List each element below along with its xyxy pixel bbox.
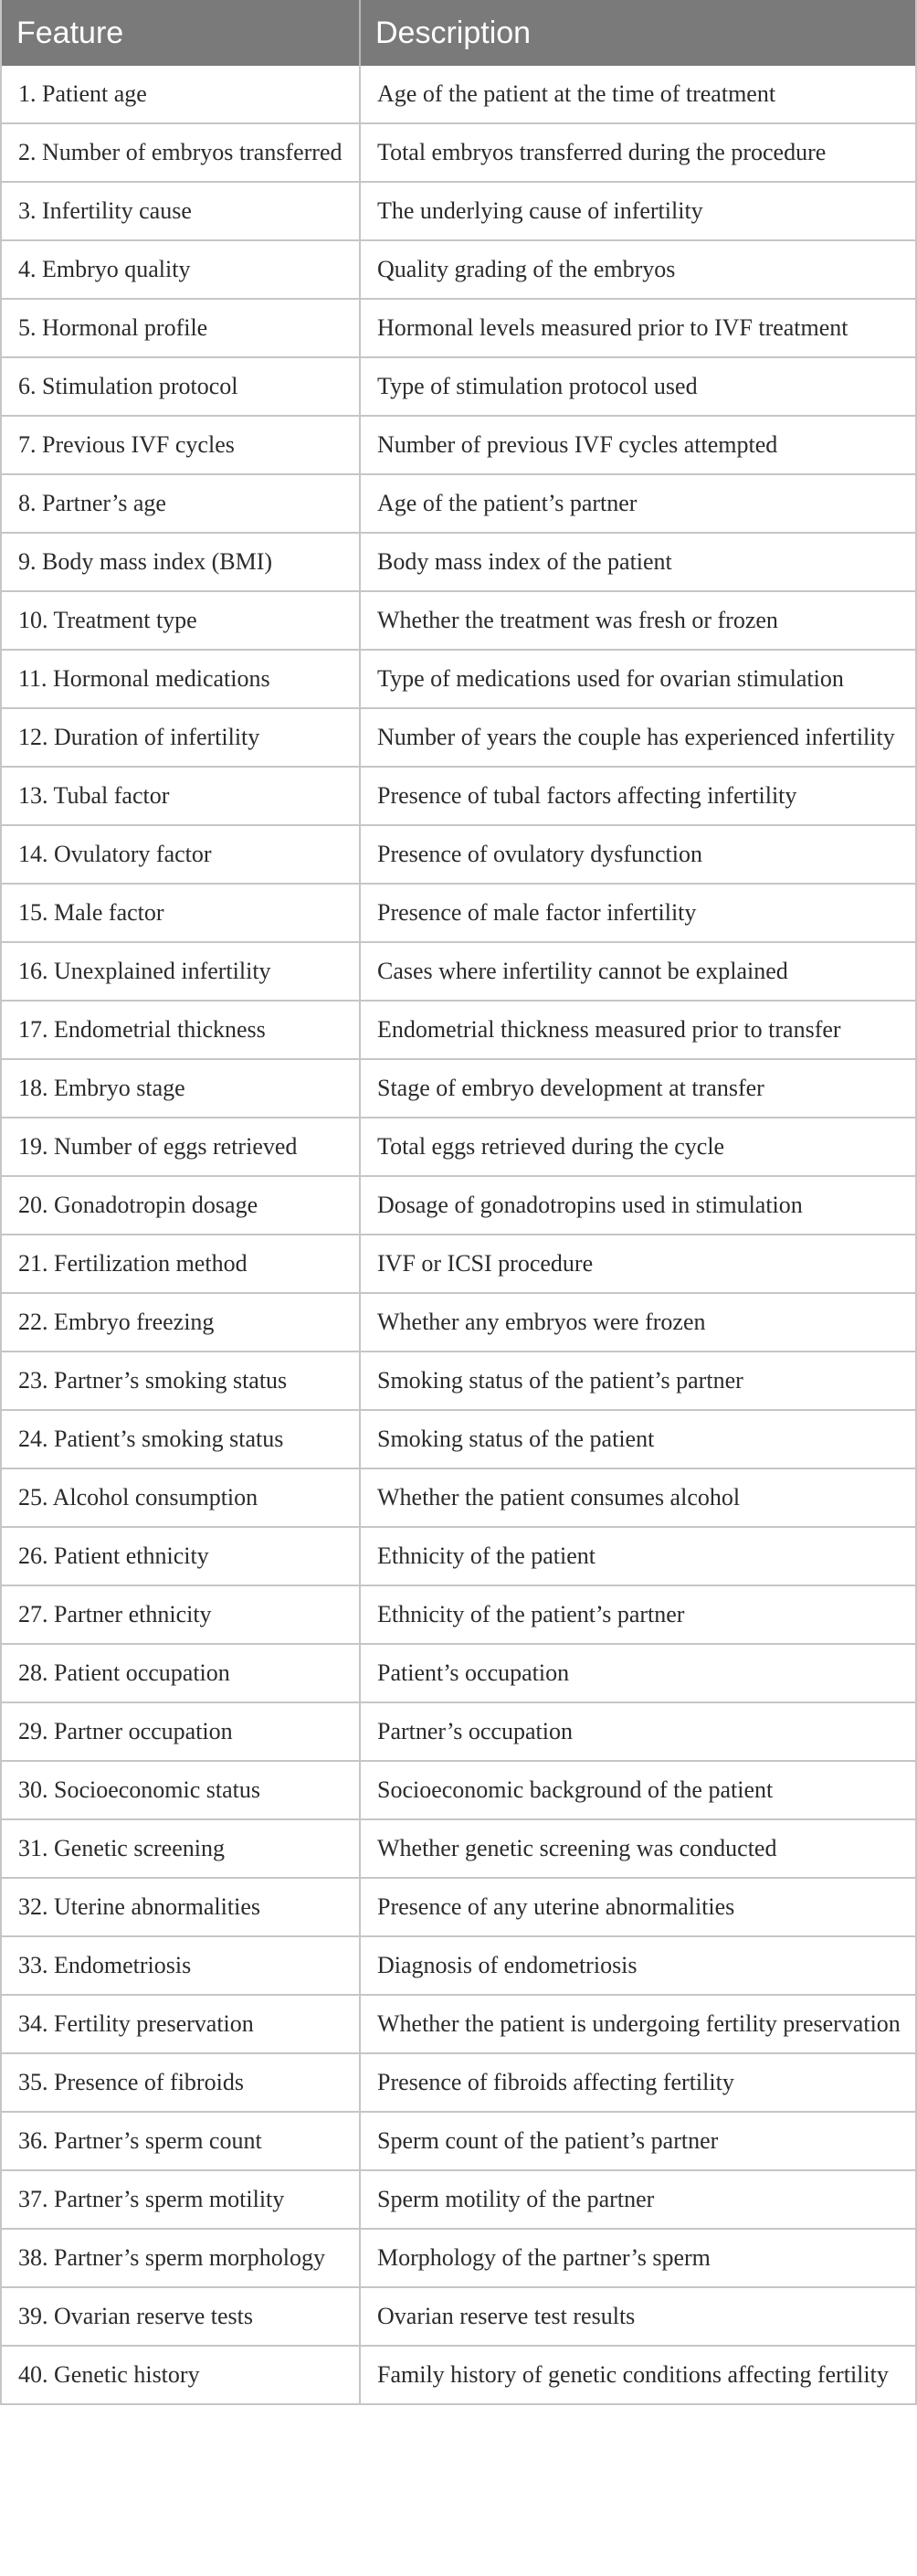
feature-cell: 27. Partner ethnicity xyxy=(2,1585,360,1644)
description-cell: Number of previous IVF cycles attempted xyxy=(360,416,915,474)
table-header xyxy=(2,0,915,66)
feature-cell: 16. Unexplained infertility xyxy=(2,942,360,1001)
table-row xyxy=(2,1936,915,1995)
feature-cell: 19. Number of eggs retrieved xyxy=(2,1118,360,1176)
table-row xyxy=(2,1819,915,1878)
description-cell: Quality grading of the embryos xyxy=(360,240,915,299)
description-cell: Partner’s occupation xyxy=(360,1702,915,1761)
description-cell: Presence of fibroids affecting fertility xyxy=(360,2053,915,2112)
table-row xyxy=(2,240,915,299)
feature-cell: 34. Fertility preservation xyxy=(2,1995,360,2053)
table-row xyxy=(2,1468,915,1527)
table-row xyxy=(2,1001,915,1059)
feature-cell: 12. Duration of infertility xyxy=(2,708,360,767)
feature-cell: 10. Treatment type xyxy=(2,591,360,650)
table-row xyxy=(2,66,915,123)
description-cell: Sperm motility of the partner xyxy=(360,2170,915,2229)
description-cell: Ethnicity of the patient xyxy=(360,1527,915,1585)
header-row xyxy=(2,0,915,66)
description-cell: Whether the patient consumes alcohol xyxy=(360,1468,915,1527)
description-cell: Ethnicity of the patient’s partner xyxy=(360,1585,915,1644)
table-row xyxy=(2,416,915,474)
feature-cell: 13. Tubal factor xyxy=(2,767,360,825)
feature-cell: 32. Uterine abnormalities xyxy=(2,1878,360,1936)
description-cell: Age of the patient’s partner xyxy=(360,474,915,533)
table-row xyxy=(2,1644,915,1702)
feature-cell: 8. Partner’s age xyxy=(2,474,360,533)
table-row xyxy=(2,942,915,1001)
feature-cell: 39. Ovarian reserve tests xyxy=(2,2287,360,2346)
description-cell: Family history of genetic conditions affecting fertility xyxy=(360,2346,915,2403)
table-row xyxy=(2,708,915,767)
description-cell: Type of medications used for ovarian stimulation xyxy=(360,650,915,708)
description-cell: Cases where infertility cannot be explained xyxy=(360,942,915,1001)
feature-cell: 18. Embryo stage xyxy=(2,1059,360,1118)
table-row xyxy=(2,1878,915,1936)
feature-table xyxy=(2,0,915,2403)
feature-cell: 38. Partner’s sperm morphology xyxy=(2,2229,360,2287)
table-row xyxy=(2,2112,915,2170)
table-row xyxy=(2,825,915,884)
description-cell: Type of stimulation protocol used xyxy=(360,357,915,416)
description-cell: Endometrial thickness measured prior to transfer xyxy=(360,1001,915,1059)
feature-cell: 6. Stimulation protocol xyxy=(2,357,360,416)
table-row xyxy=(2,591,915,650)
description-cell: Sperm count of the patient’s partner xyxy=(360,2112,915,2170)
table-row xyxy=(2,1352,915,1410)
table-row xyxy=(2,1176,915,1235)
feature-cell: 29. Partner occupation xyxy=(2,1702,360,1761)
description-cell: Dosage of gonadotropins used in stimulation xyxy=(360,1176,915,1235)
table-row xyxy=(2,2053,915,2112)
table-row xyxy=(2,1293,915,1352)
feature-cell: 24. Patient’s smoking status xyxy=(2,1410,360,1468)
description-cell: Morphology of the partner’s sperm xyxy=(360,2229,915,2287)
description-cell: Whether genetic screening was conducted xyxy=(360,1819,915,1878)
table-body xyxy=(2,66,915,2403)
feature-cell: 1. Patient age xyxy=(2,66,360,123)
table-row xyxy=(2,299,915,357)
table-row xyxy=(2,123,915,182)
feature-cell: 37. Partner’s sperm motility xyxy=(2,2170,360,2229)
table-row xyxy=(2,1585,915,1644)
description-cell: Presence of tubal factors affecting infertility xyxy=(360,767,915,825)
table-row xyxy=(2,1995,915,2053)
feature-cell: 28. Patient occupation xyxy=(2,1644,360,1702)
header-feature: Feature xyxy=(2,0,360,66)
feature-cell: 15. Male factor xyxy=(2,884,360,942)
table-row xyxy=(2,182,915,240)
feature-cell: 22. Embryo freezing xyxy=(2,1293,360,1352)
description-cell: Smoking status of the patient xyxy=(360,1410,915,1468)
description-cell: Total eggs retrieved during the cycle xyxy=(360,1118,915,1176)
description-cell: Age of the patient at the time of treatment xyxy=(377,80,776,107)
description-cell: Stage of embryo development at transfer xyxy=(360,1059,915,1118)
feature-cell: 31. Genetic screening xyxy=(2,1819,360,1878)
feature-cell: 35. Presence of fibroids xyxy=(2,2053,360,2112)
table-row xyxy=(2,2170,915,2229)
feature-cell: 26. Patient ethnicity xyxy=(2,1527,360,1585)
feature-cell: 2. Number of embryos transferred xyxy=(2,123,360,182)
description-cell: Total embryos transferred during the procedure xyxy=(360,123,915,182)
table-row xyxy=(2,533,915,591)
feature-cell: 33. Endometriosis xyxy=(2,1936,360,1995)
feature-cell: 14. Ovulatory factor xyxy=(2,825,360,884)
description-cell: Patient’s occupation xyxy=(360,1644,915,1702)
table-row xyxy=(2,1118,915,1176)
table-row xyxy=(2,884,915,942)
description-cell: The underlying cause of infertility xyxy=(360,182,915,240)
table-row xyxy=(2,1761,915,1819)
feature-cell: 3. Infertility cause xyxy=(2,182,360,240)
feature-cell: 40. Genetic history xyxy=(2,2346,360,2403)
feature-cell: 17. Endometrial thickness xyxy=(2,1001,360,1059)
feature-cell: 5. Hormonal profile xyxy=(2,299,360,357)
description-cell: Diagnosis of endometriosis xyxy=(360,1936,915,1995)
description-cell: Body mass index of the patient xyxy=(360,533,915,591)
description-cell: IVF or ICSI procedure xyxy=(360,1235,915,1293)
table-row xyxy=(2,1235,915,1293)
feature-cell: 20. Gonadotropin dosage xyxy=(2,1176,360,1235)
table-row xyxy=(2,2229,915,2287)
table-row xyxy=(2,1059,915,1118)
table-row xyxy=(2,2346,915,2403)
table-row xyxy=(2,1702,915,1761)
feature-cell: 30. Socioeconomic status xyxy=(2,1761,360,1819)
table-row xyxy=(2,2287,915,2346)
table-row xyxy=(2,650,915,708)
description-cell: Whether any embryos were frozen xyxy=(360,1293,915,1352)
description-cell: Presence of ovulatory dysfunction xyxy=(360,825,915,884)
table-row xyxy=(2,474,915,533)
description-cell: Presence of male factor infertility xyxy=(360,884,915,942)
feature-cell: 36. Partner’s sperm count xyxy=(2,2112,360,2170)
header-description: Description xyxy=(360,0,915,66)
table-row xyxy=(2,357,915,416)
description-cell: Whether the patient is undergoing fertility preservation xyxy=(360,1995,915,2053)
feature-cell: 9. Body mass index (BMI) xyxy=(2,533,360,591)
feature-cell: 7. Previous IVF cycles xyxy=(2,416,360,474)
description-cell: Ovarian reserve test results xyxy=(360,2287,915,2346)
description-cell: Socioeconomic background of the patient xyxy=(360,1761,915,1819)
description-cell: Smoking status of the patient’s partner xyxy=(360,1352,915,1410)
feature-cell: 25. Alcohol consumption xyxy=(2,1468,360,1527)
table-row xyxy=(2,1410,915,1468)
description-cell: Number of years the couple has experienced infertility xyxy=(360,708,915,767)
table-row xyxy=(2,1527,915,1585)
feature-cell: 21. Fertilization method xyxy=(2,1235,360,1293)
table-row xyxy=(2,767,915,825)
description-cell: Whether the treatment was fresh or frozen xyxy=(360,591,915,650)
description-cell: Presence of any uterine abnormalities xyxy=(360,1878,915,1936)
feature-cell: 4. Embryo quality xyxy=(2,240,360,299)
feature-cell: 23. Partner’s smoking status xyxy=(2,1352,360,1410)
description-cell: Hormonal levels measured prior to IVF treatment xyxy=(360,299,915,357)
feature-cell: 11. Hormonal medications xyxy=(2,650,360,708)
